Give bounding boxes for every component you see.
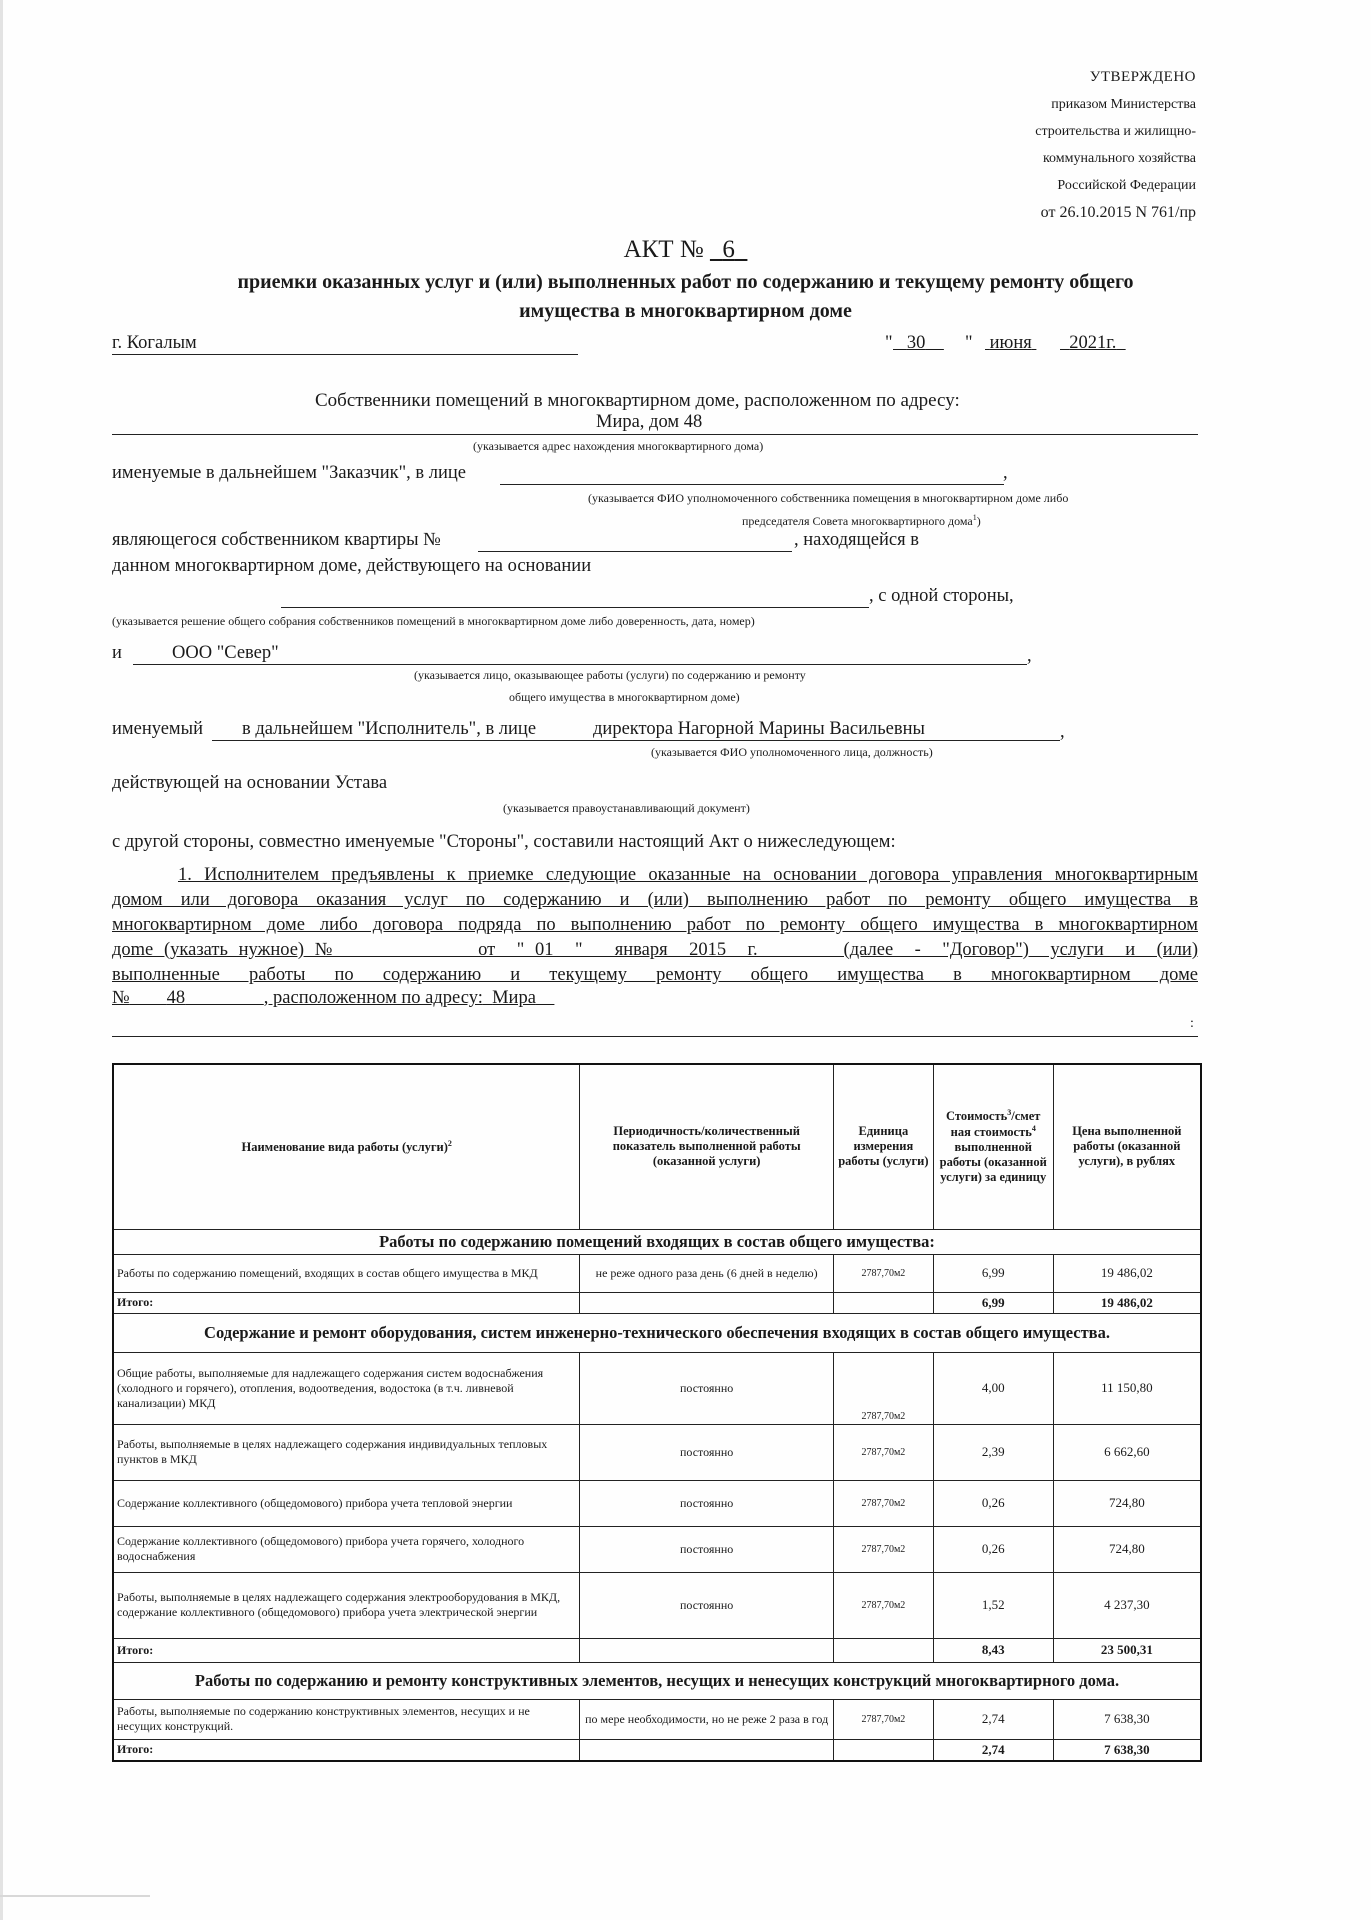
house-number: 48	[166, 988, 186, 1008]
approval-line: УТВЕРЖДЕНО	[1089, 69, 1196, 85]
city: г. Когалым	[112, 333, 197, 353]
one-side-text: , с одной стороны,	[869, 586, 1014, 606]
cell-empty	[580, 1739, 834, 1761]
colon: :	[1190, 1016, 1194, 1031]
cell-empty	[580, 1292, 834, 1313]
cell-period: постоянно	[580, 1572, 834, 1638]
total-row	[113, 1739, 1201, 1761]
section-header	[113, 1229, 1201, 1254]
number-sign: №	[112, 988, 130, 1008]
cell-price: 724,80	[1053, 1480, 1201, 1526]
located-text: , находящейся в	[794, 530, 919, 550]
table-row	[113, 1424, 1201, 1480]
cell-total-label: Итого:	[113, 1739, 580, 1761]
cell-work-name: Содержание коллективного (общедомового) прибора учета горячего, холодного водоснабжения	[113, 1526, 580, 1572]
cell-total-price: 19 486,02	[1053, 1292, 1201, 1313]
note-contractor-1: (указывается лицо, оказывающее работы (услуги) по содержанию и ремонту	[414, 668, 806, 682]
date-year: 2021г.	[1069, 333, 1117, 353]
city-underline	[112, 354, 578, 355]
cell-unit: 2787,70м2	[833, 1352, 933, 1424]
cell-total-label: Итого:	[113, 1292, 580, 1313]
cell-work-name: Содержание коллективного (общедомового) прибора учета тепловой энергии	[113, 1480, 580, 1526]
date-quote-open: "	[885, 333, 893, 353]
paragraph-line: домом или договора оказания услуг по содержанию и (или) выполнению работ по ремонту общего имущества в	[112, 890, 1198, 910]
cell-total-cost: 8,43	[933, 1638, 1053, 1662]
owner-apartment: являющегося собственником квартиры №	[112, 530, 441, 550]
paragraph-line: многоквартирном доме либо договора подряда по выполнению работ по ремонту общего имущества в многоквартирном	[112, 915, 1198, 935]
table-header-row	[113, 1064, 1201, 1229]
cell-price: 4 237,30	[1053, 1572, 1201, 1638]
cell-unit: 2787,70м2	[833, 1254, 933, 1292]
note-fio-1: (указывается ФИО уполномоченного собственника помещения в многоквартирном доме либо	[588, 491, 1069, 505]
paragraph-line: дome (указать нужное) № от " 01 " января 2015 г. (далее - "Договор") услуги и (или)	[112, 940, 1198, 960]
cell-empty	[833, 1292, 933, 1313]
contractor-underline	[133, 664, 1027, 665]
cell-cost: 6,99	[933, 1254, 1053, 1292]
cell-empty	[833, 1739, 933, 1761]
named-rest: в дальнейшем "Исполнитель", в лице	[242, 719, 537, 739]
cell-price: 724,80	[1053, 1526, 1201, 1572]
cell-period: не реже одного раза день (6 дней в неделю)	[580, 1254, 834, 1292]
cell-cost: 4,00	[933, 1352, 1053, 1424]
total-row	[113, 1638, 1201, 1662]
act-title	[0, 236, 1371, 264]
cell-cost: 0,26	[933, 1526, 1053, 1572]
note-document: (указывается правоустанавливающий документ)	[503, 801, 750, 815]
acting-text: действующей на основании Устава	[112, 773, 388, 793]
works-table	[112, 1063, 1202, 1762]
act-prefix: АКТ №	[623, 236, 704, 263]
date-day: 30	[906, 333, 926, 353]
header-unit: Единица измерения работы (услуги)	[833, 1064, 933, 1229]
cell-unit: 2787,70м2	[833, 1699, 933, 1739]
note-address: (указывается адрес нахождения многоквартирного дома)	[473, 439, 764, 453]
customer-comma: ,	[1003, 463, 1008, 483]
section-header	[113, 1313, 1201, 1352]
scan-edge-mark	[0, 1895, 150, 1897]
paragraph-line: 1. Исполнителем предъявлены к приемке следующие оказанные на основании договора управления многоквартирным	[178, 865, 1198, 885]
subtitle-line: имущества в многоквартирном доме	[519, 300, 852, 322]
act-subtitle	[0, 268, 1371, 326]
approval-line: Российской Федерации	[1057, 178, 1196, 193]
header-cost: Стоимость$^3$/смет ная стоимость$^4$ выполненной работы (оказанной услуги) за единицу	[933, 1064, 1053, 1229]
note-fio-2: председателя Совета многоквартирного дома$^1$)	[742, 513, 981, 528]
cell-total-price: 7 638,30	[1053, 1739, 1201, 1761]
street-name: Мира	[492, 988, 536, 1008]
paragraph-line-6	[112, 988, 554, 1009]
subtitle-line: приемки оказанных услуг и (или) выполненных работ по содержанию и текущему ремонту общего	[237, 271, 1134, 293]
cell-work-name: Работы, выполняемые в целях надлежащего содержания индивидуальных тепловых пунктов в МКД	[113, 1424, 580, 1480]
section-title: Содержание и ремонт оборудования, систем инженерно-технического обеспечения входящих в состав общего имущества.	[113, 1313, 1201, 1352]
note-contractor-2: общего имущества в многоквартирном доме)	[509, 690, 740, 704]
director-name: директора Нагорной Марины Васильевны	[593, 719, 925, 739]
cell-work-name: Работы, выполняемые в целях надлежащего содержания электрооборудования в МКД, содержание коллективного (общедомового) прибора учета электрической энергии	[113, 1572, 580, 1638]
cell-period: постоянно	[580, 1352, 834, 1424]
table-row	[113, 1572, 1201, 1638]
cell-price: 19 486,02	[1053, 1254, 1201, 1292]
cell-cost: 2,39	[933, 1424, 1053, 1480]
header-period: Периодичность/количественный показатель выполненной работы (оказанной услуги)	[580, 1064, 834, 1229]
table-row	[113, 1699, 1201, 1739]
contractor-comma: ,	[1027, 646, 1032, 666]
house-address: Мира, дом 48	[596, 412, 703, 432]
cell-unit: 2787,70м2	[833, 1526, 933, 1572]
cell-period: постоянно	[580, 1526, 834, 1572]
cell-price: 7 638,30	[1053, 1699, 1201, 1739]
cell-price: 6 662,60	[1053, 1424, 1201, 1480]
cell-unit: 2787,70м2	[833, 1424, 933, 1480]
cell-period: постоянно	[580, 1480, 834, 1526]
date-quote-close: "	[965, 333, 973, 353]
header-price: Цена выполненной работы (оказанной услуги), в рублях	[1053, 1064, 1201, 1229]
address-label: , расположенном по адресу:	[263, 988, 483, 1008]
note-basis: (указывается решение общего собрания собственников помещений в многоквартирном доме либо доверенность, дата, номер)	[112, 614, 755, 628]
cell-total-label: Итого:	[113, 1638, 580, 1662]
note-official: (указывается ФИО уполномоченного лица, должность)	[651, 745, 933, 759]
date-month: июня	[989, 333, 1032, 353]
approval-block	[1035, 64, 1196, 226]
paragraph-line: выполненные работы по содержанию и текущему ремонту общего имущества в многоквартирном доме	[112, 965, 1198, 985]
owners-line: Собственники помещений в многоквартирном доме, расположенном по адресу:	[315, 390, 960, 411]
cell-unit: 2787,70м2	[833, 1572, 933, 1638]
approval-line: коммунального хозяйства	[1042, 151, 1196, 166]
section-title: Работы по содержанию и ремонту конструктивных элементов, несущих и ненесущих конструкций многоквартирного дома.	[113, 1662, 1201, 1699]
cell-cost: 0,26	[933, 1480, 1053, 1526]
apartment-underline	[478, 551, 792, 552]
table-row	[113, 1352, 1201, 1424]
cell-cost: 2,74	[933, 1699, 1053, 1739]
cell-empty	[833, 1638, 933, 1662]
named-text: именуемый	[112, 719, 203, 739]
approval-line: строительства и жилищно-	[1035, 124, 1196, 139]
cell-period: постоянно	[580, 1424, 834, 1480]
and-text: и	[112, 643, 122, 663]
address-continuation-line	[112, 1036, 1198, 1037]
customer-underline	[500, 484, 1004, 485]
cell-work-name: Работы по содержанию помещений, входящих в состав общего имущества в МКД	[113, 1254, 580, 1292]
table-row	[113, 1254, 1201, 1292]
basis-underline	[281, 607, 869, 608]
director-comma: ,	[1060, 722, 1065, 742]
address-underline	[112, 434, 1198, 435]
approval-line: от 26.10.2015 N 761/пр	[1040, 204, 1196, 221]
section-header	[113, 1662, 1201, 1699]
table-row	[113, 1526, 1201, 1572]
table-row	[113, 1480, 1201, 1526]
cell-period: по мере необходимости, но не реже 2 раза в год	[580, 1699, 834, 1739]
cell-total-cost: 2,74	[933, 1739, 1053, 1761]
cell-total-price: 23 500,31	[1053, 1638, 1201, 1662]
cell-total-cost: 6,99	[933, 1292, 1053, 1313]
cell-unit: 2787,70м2	[833, 1480, 933, 1526]
customer-line: именуемые в дальнейшем "Заказчик", в лице	[112, 463, 467, 483]
cell-cost: 1,52	[933, 1572, 1053, 1638]
basis-line: данном многоквартирном доме, действующего на основании	[112, 556, 592, 576]
other-side-text: с другой стороны, совместно именуемые "Стороны", составили настоящий Акт о нижеследующем:	[112, 832, 896, 852]
named-underline	[212, 740, 1060, 741]
cell-work-name: Общие работы, выполняемые для надлежащего содержания систем водоснабжения (холодного и горячего), отопления, водоотведения, водостока (в т.ч. ливневой канализации) МКД	[113, 1352, 580, 1424]
header-name: Наименование вида работы (услуги)$^2$	[113, 1064, 580, 1229]
cell-work-name: Работы, выполняемые по содержанию конструктивных элементов, несущих и не несущих конструкций.	[113, 1699, 580, 1739]
contractor-name: ООО "Север"	[172, 643, 279, 663]
approval-line: приказом Министерства	[1051, 97, 1196, 112]
total-row	[113, 1292, 1201, 1313]
cell-empty	[580, 1638, 834, 1662]
cell-price: 11 150,80	[1053, 1352, 1201, 1424]
section-title: Работы по содержанию помещений входящих в состав общего имущества:	[113, 1229, 1201, 1254]
paragraph-1	[112, 863, 1198, 988]
act-number: 6	[722, 236, 735, 263]
